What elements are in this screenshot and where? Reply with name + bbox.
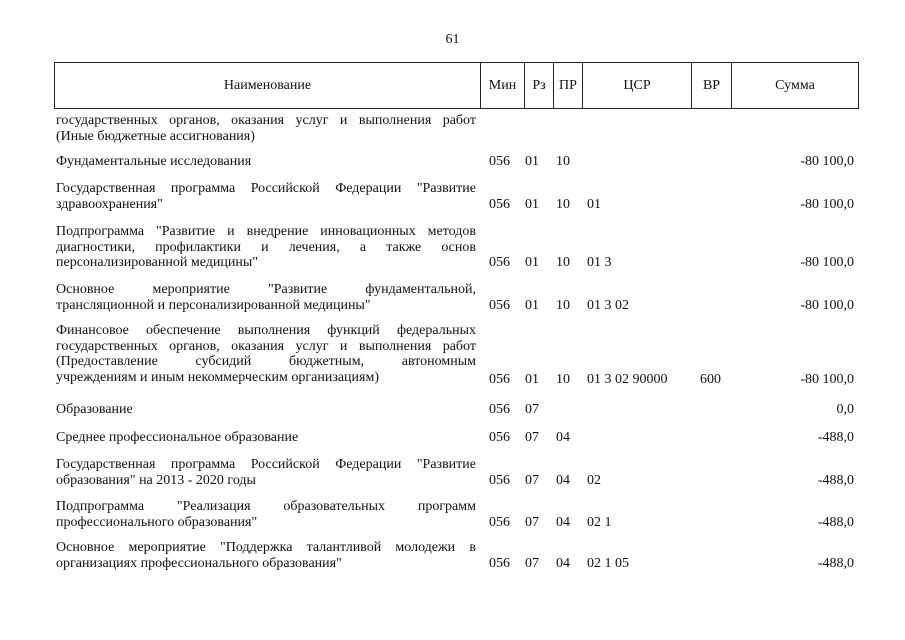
page-number: 61 xyxy=(445,32,460,47)
cell-sum: -80 100,0 xyxy=(800,154,854,169)
row-name xyxy=(56,224,476,271)
cell-csr: 02 xyxy=(587,472,601,488)
cell-pr: 04 xyxy=(556,555,570,571)
row-name-line: диагностики, профилактики и лечения, а также основ xyxy=(56,239,476,255)
row-name xyxy=(56,402,476,418)
cell-min: 056 xyxy=(489,430,510,445)
cell-sum: -80 100,0 xyxy=(800,196,854,212)
row-name xyxy=(56,154,476,170)
cell-csr: 01 3 02 xyxy=(587,297,629,313)
cell-sum: -488,0 xyxy=(817,514,854,530)
cell-pr: 10 xyxy=(556,297,570,313)
row-name-line: Государственная программа Российской Федерации "Развитие xyxy=(56,181,476,196)
row-name-line: государственных органов, оказания услуг и выполнения работ xyxy=(56,338,476,354)
cell-pr: 04 xyxy=(556,472,570,488)
cell-min: 056 xyxy=(489,402,510,417)
cell-csr: 01 xyxy=(587,196,601,212)
cell-rz: 01 xyxy=(525,297,539,313)
col-header-vr: ВР xyxy=(692,63,732,108)
row-name-line: Подпрограмма "Развитие и внедрение инновационных методов xyxy=(56,224,476,239)
col-header-name: Наименование xyxy=(55,63,481,108)
row-name-line: образования" на 2013 - 2020 годы xyxy=(56,472,256,488)
cell-rz: 01 xyxy=(525,196,539,212)
cell-min: 056 xyxy=(489,555,510,571)
col-header-sum: Сумма xyxy=(775,77,815,93)
cell-pr: 10 xyxy=(556,196,570,212)
cell-csr: 02 1 05 xyxy=(587,555,629,571)
row-name xyxy=(56,323,476,385)
row-name-line: (Иные бюджетные ассигнования) xyxy=(56,128,255,144)
cell-pr: 04 xyxy=(556,430,570,445)
row-name-line: Подпрограмма "Реализация образовательных программ xyxy=(56,499,476,514)
cell-pr: 04 xyxy=(556,514,570,530)
row-name-line: Основное мероприятие "Развитие фундаментальной, xyxy=(56,282,476,297)
row-name-line: Среднее профессиональное образование xyxy=(56,430,299,445)
cell-min: 056 xyxy=(489,297,510,313)
cell-csr: 01 3 xyxy=(587,255,612,270)
row-name xyxy=(56,113,476,144)
row-name-line: организациях профессионального образования" xyxy=(56,555,342,571)
cell-vr: 600 xyxy=(700,372,721,387)
cell-min: 056 xyxy=(489,255,510,270)
row-name xyxy=(56,181,476,212)
col-header-rz: Рз xyxy=(525,63,554,108)
row-name-line: профессионального образования" xyxy=(56,514,258,530)
cell-sum: -80 100,0 xyxy=(800,372,854,387)
row-name-line: трансляционной и персонализированной медицины" xyxy=(56,297,371,313)
cell-min: 056 xyxy=(489,372,510,387)
row-name-line: здравоохранения" xyxy=(56,196,163,212)
row-name-line: Финансовое обеспечение выполнения функций федеральных xyxy=(56,323,476,338)
cell-pr: 10 xyxy=(556,154,570,169)
row-name xyxy=(56,540,476,571)
cell-sum: 0,0 xyxy=(836,402,854,417)
row-name-line: Фундаментальные исследования xyxy=(56,154,252,169)
row-name-line: Основное мероприятие "Поддержка талантливой молодежи в xyxy=(56,540,476,555)
cell-rz: 07 xyxy=(525,555,539,571)
cell-rz: 07 xyxy=(525,514,539,530)
row-name-line: государственных органов, оказания услуг и выполнения работ xyxy=(56,113,476,128)
cell-rz: 01 xyxy=(525,154,539,169)
row-name-line: Образование xyxy=(56,402,133,417)
row-name xyxy=(56,282,476,313)
cell-min: 056 xyxy=(489,514,510,530)
cell-sum: -80 100,0 xyxy=(800,297,854,313)
cell-rz: 01 xyxy=(525,255,539,270)
cell-min: 056 xyxy=(489,196,510,212)
row-name-line: (Предоставление субсидий бюджетным, автономным xyxy=(56,354,476,369)
row-name-line: Государственная программа Российской Федерации "Развитие xyxy=(56,457,476,472)
col-header-csr: ЦСР xyxy=(583,63,692,108)
cell-pr: 10 xyxy=(556,372,570,387)
cell-sum: -488,0 xyxy=(817,472,854,488)
cell-rz: 07 xyxy=(525,402,539,417)
cell-rz: 01 xyxy=(525,372,539,387)
row-name xyxy=(56,457,476,488)
col-header-pr: ПР xyxy=(554,63,583,108)
cell-csr: 02 1 xyxy=(587,514,612,530)
cell-rz: 07 xyxy=(525,472,539,488)
row-name-line: учреждениям и иным некоммерческим организациям) xyxy=(56,369,380,385)
row-name xyxy=(56,430,476,446)
row-name-line: персонализированной медицины" xyxy=(56,255,258,270)
cell-csr: 01 3 02 90000 xyxy=(587,372,668,387)
cell-min: 056 xyxy=(489,154,510,169)
cell-sum: -488,0 xyxy=(817,555,854,571)
row-name xyxy=(56,499,476,530)
cell-pr: 10 xyxy=(556,255,570,270)
col-header-min: Мин xyxy=(481,63,525,108)
cell-min: 056 xyxy=(489,472,510,488)
cell-sum: -80 100,0 xyxy=(800,255,854,270)
cell-rz: 07 xyxy=(525,430,539,445)
table-header xyxy=(54,62,859,109)
cell-sum: -488,0 xyxy=(817,430,854,445)
